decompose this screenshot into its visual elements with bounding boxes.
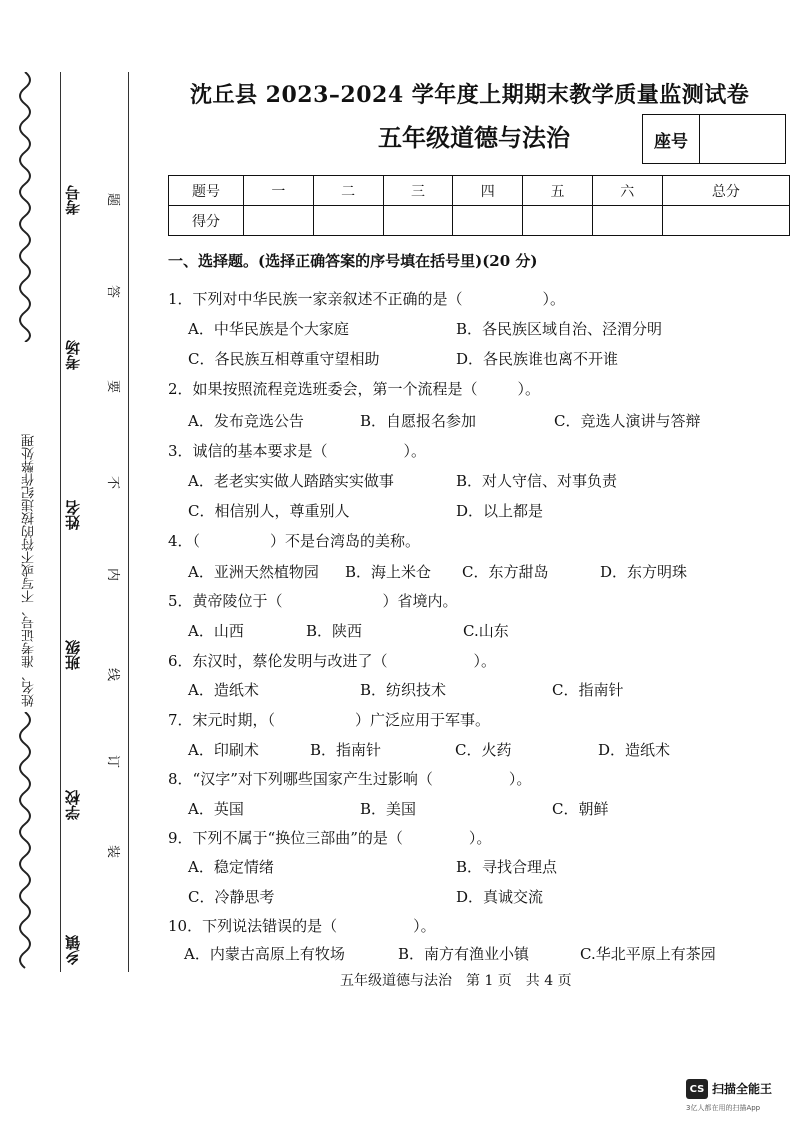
page-subtitle: 五年级道德与法治 [378, 123, 570, 152]
score-cell[interactable] [592, 206, 662, 236]
question-stem: 5．黄帝陵位于（ [168, 592, 283, 610]
question-stem: 6．东汉时，蔡伦发明与改进了（ [168, 652, 388, 670]
option[interactable]: A．内蒙古高原上有牧场 [184, 945, 345, 963]
seat-number-box [642, 114, 786, 164]
option[interactable]: D．各民族谁也离不开谁 [456, 350, 619, 368]
question-stem: 8．“汉字”对下列哪些国家产生过影响（ [168, 770, 433, 788]
question-tail: ）。 [413, 917, 436, 935]
option[interactable]: A．发布竞选公告 [188, 412, 304, 430]
seat-number-input[interactable] [700, 115, 785, 163]
option[interactable]: A．英国 [188, 800, 244, 818]
option[interactable]: D．造纸术 [598, 741, 671, 759]
sidebar-note: 姓名、准考证号、不写或不符的按违纪作弊处理 [22, 434, 37, 707]
page-footer: 五年级道德与法治 第 1 页 共 4 页 [340, 973, 572, 989]
score-cell[interactable] [244, 206, 314, 236]
score-cell[interactable] [523, 206, 593, 236]
score-header-cell: 二 [313, 176, 383, 206]
seal-char: 内 [105, 567, 121, 582]
question-9 [168, 827, 491, 848]
question-tail: ）。 [517, 380, 541, 398]
wavy-border-bottom [10, 712, 40, 974]
option[interactable]: D．以上都是 [456, 502, 544, 520]
question-tail: ）不是台湾岛的美称。 [270, 532, 421, 550]
question-tail: ）。 [542, 290, 566, 308]
question-tail: ）。 [468, 829, 492, 847]
seal-char: 装 [105, 844, 121, 859]
sidebar-field-town: 乡镇 [64, 935, 82, 965]
question-stem: 3．诚信的基本要求是（ [168, 442, 328, 460]
sidebar-field-line [60, 72, 61, 972]
option[interactable]: B．纺织技术 [360, 681, 447, 699]
option[interactable]: C．指南针 [552, 681, 624, 699]
sidebar-field-exam-no: 考号 [64, 185, 82, 215]
option[interactable]: B．寻找合理点 [456, 858, 558, 876]
option[interactable]: B．各民族区域自治、泾渭分明 [456, 320, 663, 338]
question-stem: 2．如果按照流程竞选班委会，第一个流程是（ [168, 380, 478, 398]
option[interactable]: B．美国 [360, 800, 417, 818]
option[interactable]: C．火药 [455, 741, 512, 759]
option[interactable]: C．竞选人演讲与答辩 [554, 412, 701, 430]
score-table-header-row [169, 176, 790, 206]
question-tail: ）。 [473, 652, 497, 670]
sidebar-field-room: 考场 [64, 340, 82, 370]
seal-char: 订 [105, 754, 121, 769]
camscanner-logo-icon: CS [686, 1079, 708, 1099]
question-1 [168, 288, 565, 309]
seal-char: 不 [105, 475, 121, 490]
option[interactable]: B．南方有渔业小镇 [398, 945, 530, 963]
option[interactable]: C．冷静思考 [188, 888, 275, 906]
question-tail: ）广泛应用于军事。 [355, 711, 491, 729]
question-2 [168, 378, 540, 399]
question-stem: 7．宋元时期，（ [168, 711, 276, 729]
option[interactable]: C.山东 [463, 622, 509, 640]
score-row-label: 得分 [169, 206, 244, 236]
score-header-cell: 四 [453, 176, 523, 206]
question-10 [168, 915, 436, 936]
question-stem: 10．下列说法错误的是（ [168, 917, 338, 935]
question-5 [168, 590, 458, 611]
option[interactable]: B．陕西 [306, 622, 363, 640]
option[interactable]: B．海上米仓 [345, 563, 432, 581]
score-header-cell: 三 [383, 176, 453, 206]
option[interactable]: A．山西 [188, 622, 244, 640]
score-cell[interactable] [383, 206, 453, 236]
option[interactable]: B．指南针 [310, 741, 382, 759]
question-tail: ）。 [508, 770, 532, 788]
watermark-name: 扫描全能王 [712, 1082, 773, 1096]
seal-char: 答 [105, 284, 121, 299]
question-8 [168, 768, 531, 789]
option[interactable]: B．对人守信、对事负责 [456, 472, 618, 490]
option[interactable]: A．稳定情绪 [188, 858, 274, 876]
score-cell[interactable] [313, 206, 383, 236]
question-stem: 9．下列不属于“换位三部曲”的是（ [168, 829, 403, 847]
section-heading: 一、选择题。(选择正确答案的序号填在括号里)(20 分) [168, 252, 538, 270]
seal-char: 要 [105, 379, 121, 394]
question-stem: 4．（ [168, 532, 201, 550]
score-header-cell: 总分 [662, 176, 789, 206]
score-cell[interactable] [662, 206, 789, 236]
page-title: 沈丘县 2023–2024 学年度上期期末教学质量监测试卷 [190, 82, 750, 108]
option[interactable]: C．东方甜岛 [462, 563, 549, 581]
option[interactable]: A．中华民族是个大家庭 [188, 320, 349, 338]
score-header-cell: 一 [244, 176, 314, 206]
seal-char: 线 [105, 667, 121, 682]
option[interactable]: A．造纸术 [188, 681, 259, 699]
option[interactable]: D．真诚交流 [456, 888, 544, 906]
score-table-score-row [169, 206, 790, 236]
option[interactable]: C.华北平原上有茶园 [580, 945, 716, 963]
option[interactable]: A．老老实实做人踏踏实实做事 [188, 472, 394, 490]
wavy-border-top [10, 72, 40, 342]
question-4 [168, 530, 420, 551]
score-header-cell: 六 [592, 176, 662, 206]
sidebar-field-name: 姓名 [64, 500, 82, 530]
sidebar-field-school: 学校 [64, 790, 82, 820]
question-3 [168, 440, 426, 461]
option[interactable]: D．东方明珠 [600, 563, 688, 581]
question-tail: ）省境内。 [382, 592, 458, 610]
score-header-cell: 题号 [169, 176, 244, 206]
option[interactable]: C．朝鲜 [552, 800, 609, 818]
option[interactable]: C．各民族互相尊重守望相助 [188, 350, 380, 368]
sidebar-field-class: 班级 [64, 640, 82, 670]
sidebar-field-line-2 [128, 72, 129, 972]
watermark-tagline: 3亿人都在用的扫描App [686, 1104, 761, 1112]
question-7 [168, 709, 490, 730]
question-stem: 1．下列对中华民族一家亲叙述不正确的是（ [168, 290, 463, 308]
score-table [168, 175, 790, 236]
score-header-cell: 五 [523, 176, 593, 206]
option[interactable]: C．相信别人，尊重别人 [188, 502, 350, 520]
question-6 [168, 650, 496, 671]
question-tail: ）。 [403, 442, 427, 460]
seat-number-label: 座号 [643, 115, 700, 163]
option[interactable]: A．印刷术 [188, 741, 259, 759]
score-cell[interactable] [453, 206, 523, 236]
option[interactable]: B．自愿报名参加 [360, 412, 477, 430]
seal-char: 题 [105, 192, 121, 207]
option[interactable]: A．亚洲天然植物园 [188, 563, 319, 581]
